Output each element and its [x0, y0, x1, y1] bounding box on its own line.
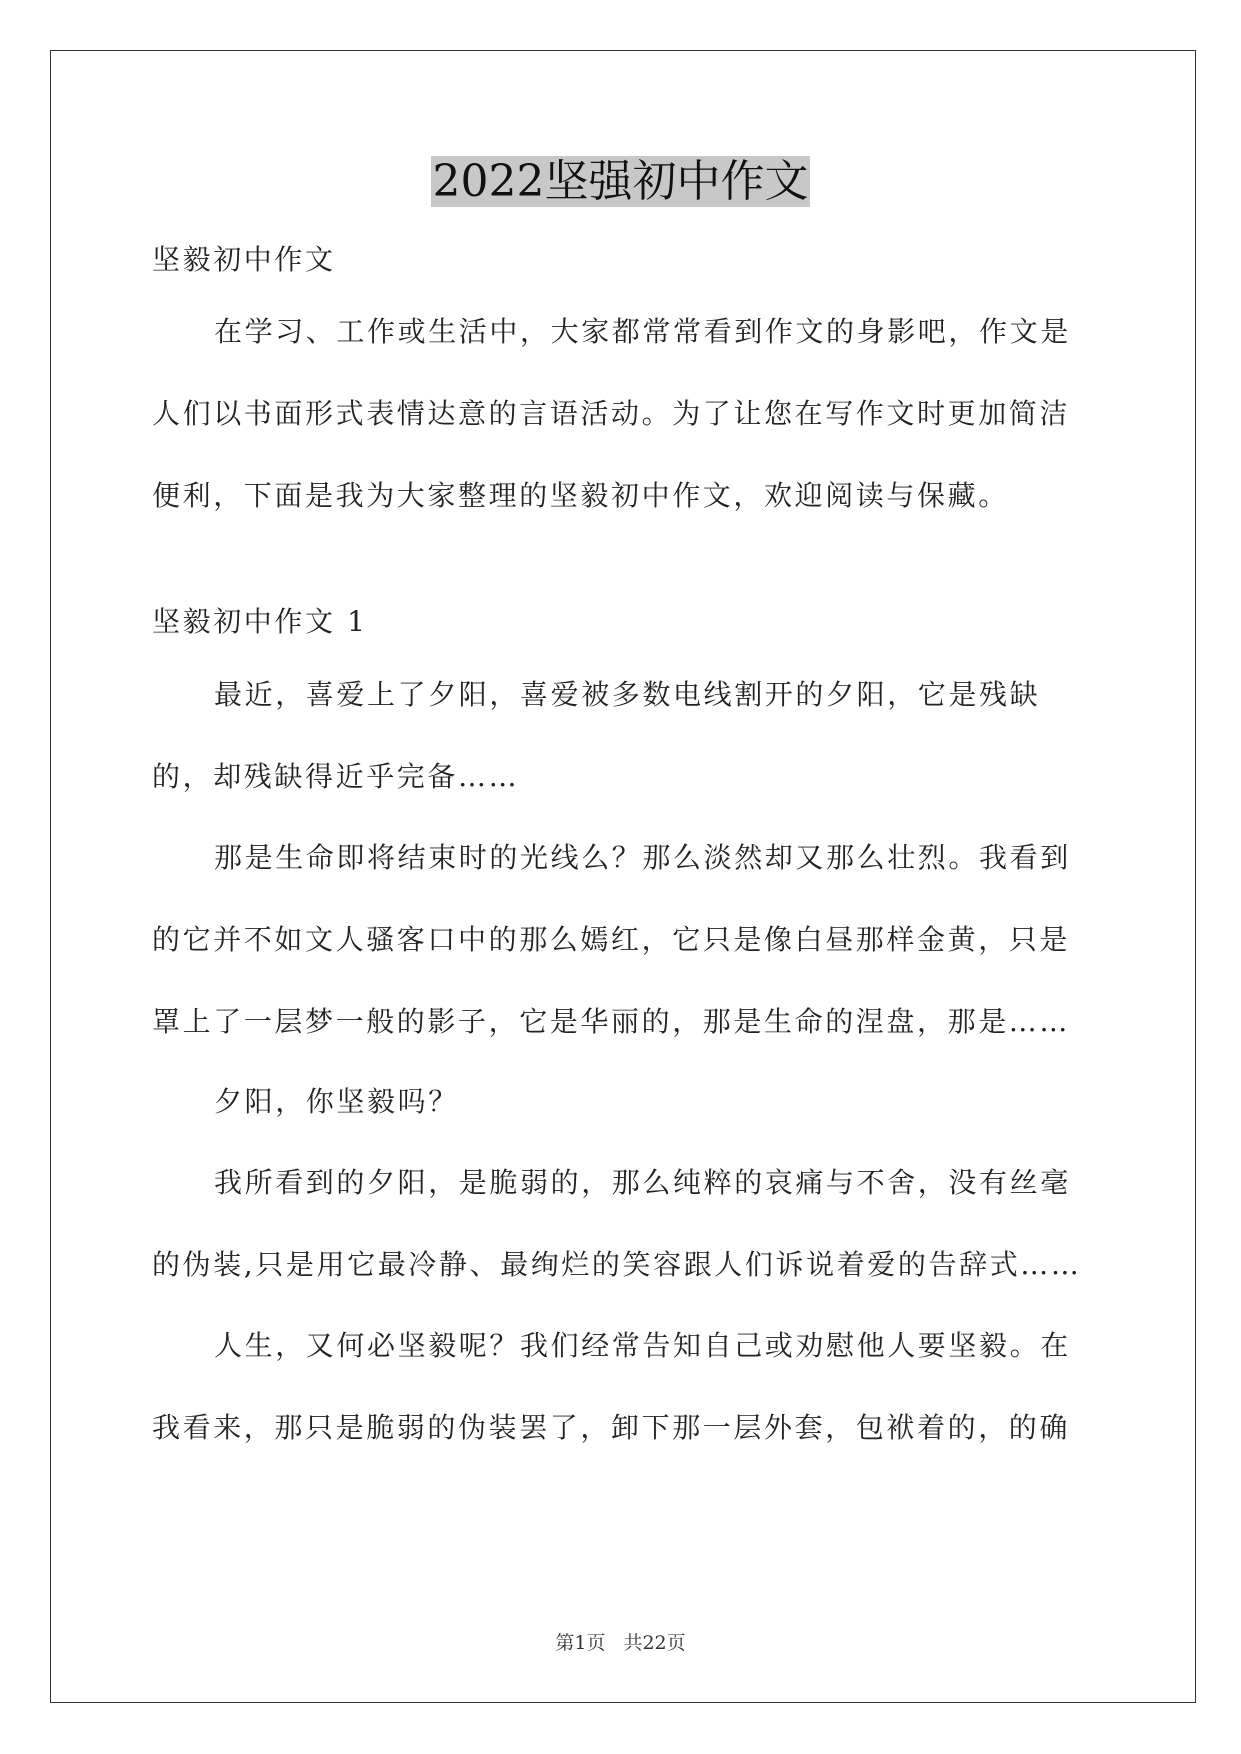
document-title [0, 152, 1241, 212]
body-paragraph-3: 夕阳，你坚毅吗？ [214, 1085, 459, 1118]
page-total: 共22页 [623, 1632, 686, 1654]
body-paragraph-1: 最近，喜爱上了夕阳，喜爱被多数电线割开的夕阳，它是残缺的，却残缺得近乎完备…… [152, 678, 1041, 793]
section-heading: 坚毅初中作文 1 [152, 605, 368, 638]
body-paragraph-4: 我所看到的夕阳，是脆弱的，那么纯粹的哀痛与不舍，没有丝毫的伪装,只是用它最冷静、最绚烂的笑容跟人们诉说着爱的告辞式…… [152, 1166, 1082, 1281]
intro-paragraph: 在学习、工作或生活中，大家都常常看到作文的身影吧，作文是人们以书面形式表情达意的言语活动。为了让您在写作文时更加简洁便利，下面是我为大家整理的坚毅初中作文，欢迎阅读与保藏。 [152, 315, 1071, 512]
body-paragraph-2: 那是生命即将结束时的光线么？那么淡然却又那么壮烈。我看到的它并不如文人骚客口中的那么嫣红，它只是像白昼那样金黄，只是罩上了一层梦一般的影子，它是华丽的，那是生命的涅盘，那是…… [152, 841, 1071, 1038]
body-paragraph-5: 人生，又何必坚毅呢？我们经常告知自己或劝慰他人要坚毅。在我看来，那只是脆弱的伪装罢了，卸下那一层外套，包袱着的，的确 [152, 1329, 1071, 1444]
page-footer [0, 1628, 1241, 1655]
document-title-text: 2022坚强初中作文 [432, 156, 809, 207]
document-subtitle: 坚毅初中作文 [152, 243, 336, 276]
page-number: 第1页 [555, 1632, 606, 1654]
